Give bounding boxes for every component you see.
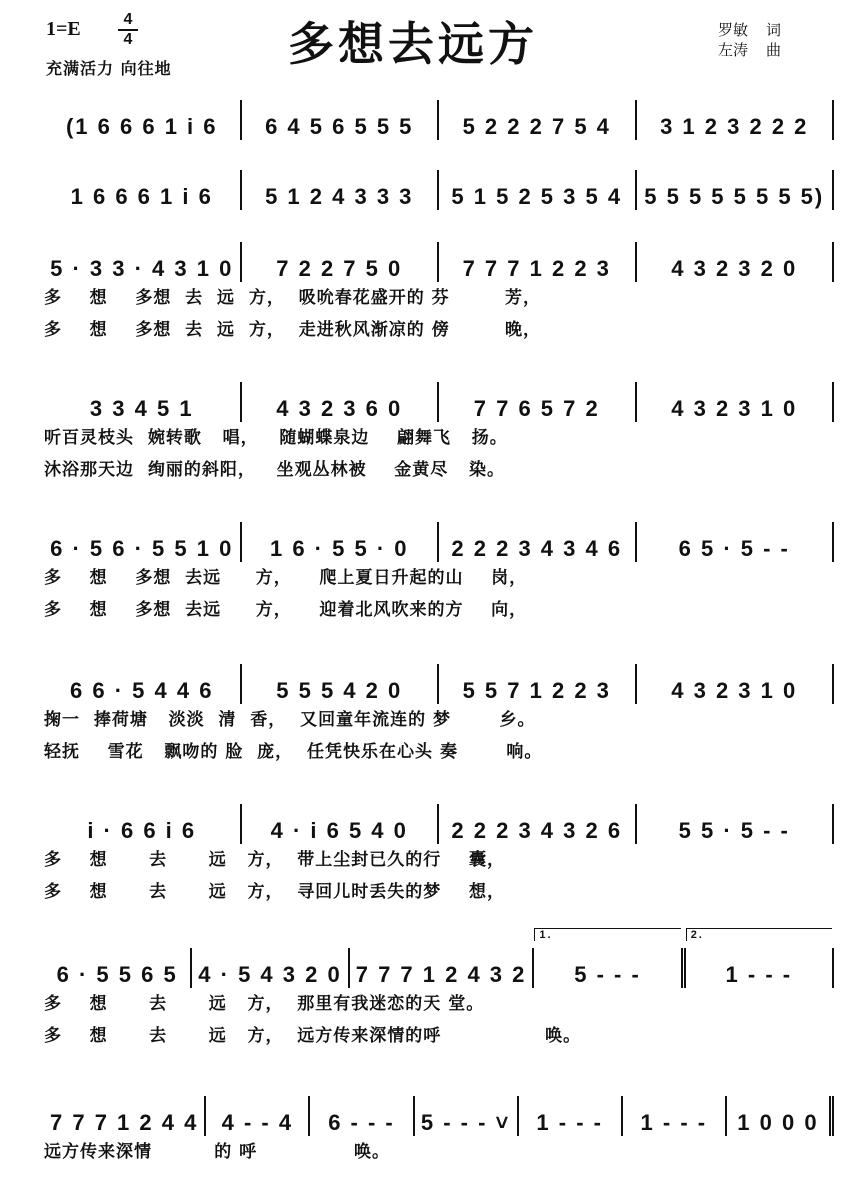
lyric-line: 多 想 去 远 方， 寻回儿时丢失的梦 想， xyxy=(44,882,505,902)
lyric-line: 掬一 捧荷塘 淡淡 清 香， 又回童年流连的 梦 乡。 xyxy=(44,710,536,730)
score-system xyxy=(44,660,834,768)
notes-line xyxy=(44,1092,834,1136)
lyric-line: 轻抚 雪花 飘吻的 脸 庞， 任凭快乐在心头 奏 响。 xyxy=(44,742,543,762)
key-signature: 1=E xyxy=(46,18,81,40)
measure: 7 7 7 1 2 4 4 xyxy=(44,1096,206,1136)
measure: (1 6 6 6 1 i 6 xyxy=(44,100,242,140)
lyric-line: 多 想 多想 去远 方， 迎着北风吹来的方 向， xyxy=(44,600,528,620)
measure: 4 - - 4 xyxy=(206,1096,310,1136)
measure: 1 - - - xyxy=(623,1096,727,1136)
score-system xyxy=(44,166,834,210)
measure: i · 6 6 i 6 xyxy=(44,804,242,844)
measure: 5 · 3 3 · 4 3 1 0 xyxy=(44,242,242,282)
notes-line xyxy=(44,378,834,422)
measure: 2 2 2 3 4 3 4 6 xyxy=(439,522,637,562)
composer: 左涛 xyxy=(718,41,749,59)
measure: 5 5 5 4 2 0 xyxy=(242,664,440,704)
score-system xyxy=(44,518,834,626)
measure: 6 - - - xyxy=(310,1096,414,1136)
volta-bracket: 2. xyxy=(686,928,832,941)
measure: 4 3 2 3 6 0 xyxy=(242,382,440,422)
measure: 7 2 2 7 5 0 xyxy=(242,242,440,282)
lyric-line: 多 想 多想 去远 方， 爬上夏日升起的山 岗， xyxy=(44,568,528,588)
measure: 6 5 · 5 - - xyxy=(637,522,835,562)
measure: 3 1 2 3 2 2 2 xyxy=(637,100,835,140)
measure: 1 6 6 6 1 i 6 xyxy=(44,170,242,210)
score-system xyxy=(44,238,834,346)
score-system xyxy=(44,929,834,1052)
measure: 6 · 5 5 6 5 xyxy=(44,948,192,988)
measure: 1 - - - 2. xyxy=(686,948,834,988)
measure: 6 6 · 5 4 4 6 xyxy=(44,664,242,704)
measure: 2 2 2 3 4 3 2 6 xyxy=(439,804,637,844)
measure: 4 3 2 3 1 0 xyxy=(637,664,835,704)
measure: 1 0 0 0 xyxy=(727,1096,834,1136)
measure: 5 1 5 2 5 3 5 4 xyxy=(439,170,637,210)
score-header xyxy=(0,0,866,90)
notes-line xyxy=(44,660,834,704)
song-title: 多想去远方 xyxy=(288,17,538,71)
measure: 5 5 7 1 2 2 3 xyxy=(439,664,637,704)
measure: 5 2 2 2 7 5 4 xyxy=(439,100,637,140)
notes-line xyxy=(44,929,834,988)
credits: 罗敏 词 左涛 曲 xyxy=(718,21,782,59)
time-signature: 4 4 xyxy=(118,12,138,48)
lyric-line: 多 想 去 远 方， 那里有我迷恋的天 堂。 xyxy=(44,994,485,1014)
measure: 5 - - - ˅ xyxy=(415,1096,519,1136)
lyric-line: 多 想 去 远 方， 远方传来深情的呼 唤。 xyxy=(44,1026,582,1046)
lyric-line: 多 想 去 远 方， 带上尘封已久的行 囊， xyxy=(44,850,505,870)
measure: 7 7 6 5 7 2 xyxy=(439,382,637,422)
measure: 3 3 4 5 1 xyxy=(44,382,242,422)
lyric-line: 多 想 多想 去 远 方， 吸吮春花盛开的 芬 芳， xyxy=(44,288,541,308)
notes-line xyxy=(44,96,834,140)
measure: 6 4 5 6 5 5 5 xyxy=(242,100,440,140)
lyricist: 罗敏 xyxy=(718,21,749,39)
lyric-line: 多 想 多想 去 远 方， 走进秋风渐凉的 傍 晚， xyxy=(44,320,541,340)
measure: 5 5 5 5 5 5 5 5) xyxy=(637,170,835,210)
volta-bracket: 1. xyxy=(534,928,680,941)
notes-line xyxy=(44,800,834,844)
measure: 4 · i 6 5 4 0 xyxy=(242,804,440,844)
measure: 7 7 7 1 2 4 3 2 xyxy=(350,948,535,988)
notes-line xyxy=(44,518,834,562)
measure: 4 3 2 3 2 0 xyxy=(637,242,835,282)
lyric-line: 远方传来深情 的 呼 唤。 xyxy=(44,1142,391,1162)
measure: 1 6 · 5 5 · 0 xyxy=(242,522,440,562)
notes-line xyxy=(44,238,834,282)
measure: 5 5 · 5 - - xyxy=(637,804,835,844)
tempo-marking: 充满活力 向往地 xyxy=(46,59,172,78)
measure: 7 7 7 1 2 2 3 xyxy=(439,242,637,282)
measure: 4 · 5 4 3 2 0 xyxy=(192,948,349,988)
measure: 5 1 2 4 3 3 3 xyxy=(242,170,440,210)
measure: 5 - - - 1. xyxy=(534,948,685,988)
lyric-line: 听百灵枝头 婉转歌 唱， 随蝴蝶泉边 翩舞飞 扬。 xyxy=(44,428,508,448)
score-system xyxy=(44,1092,834,1168)
score-system xyxy=(44,96,834,140)
measure: 1 - - - xyxy=(519,1096,623,1136)
notes-line xyxy=(44,166,834,210)
measure: 6 · 5 6 · 5 5 1 0 xyxy=(44,522,242,562)
measure: 4 3 2 3 1 0 xyxy=(637,382,835,422)
lyric-line: 沐浴那天边 绚丽的斜阳， 坐观丛林被 金黄尽 染。 xyxy=(44,460,506,480)
score-system xyxy=(44,378,834,486)
score-system xyxy=(44,800,834,908)
